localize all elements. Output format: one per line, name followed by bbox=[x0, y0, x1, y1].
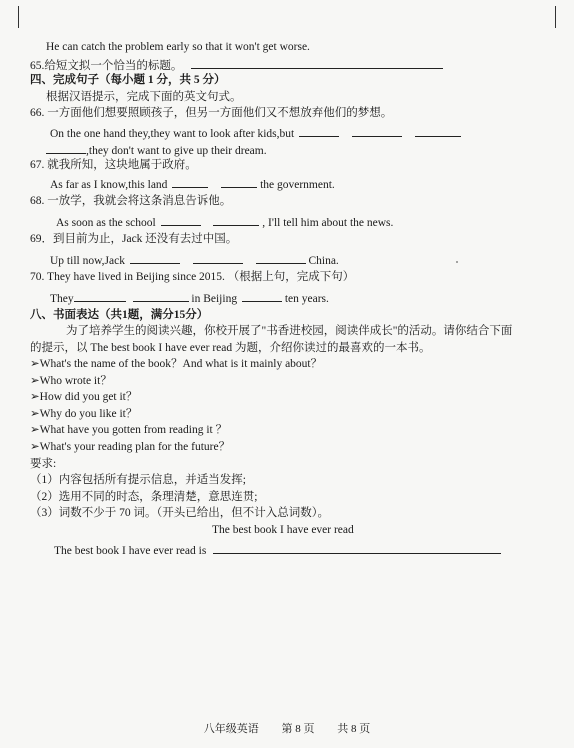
essay-title: The best book I have ever read bbox=[212, 524, 354, 536]
footer-total-pages: 共 8 页 bbox=[337, 723, 371, 735]
question-69-text-b: China. bbox=[308, 255, 339, 267]
answer-blank-66-4[interactable] bbox=[46, 142, 86, 154]
question-66-text-b: ,they don't want to give up their dream. bbox=[86, 145, 267, 157]
question-67-english bbox=[50, 176, 335, 192]
answer-blank-69-2[interactable] bbox=[193, 252, 243, 264]
section-8-heading: 八、书面表达（共1题，满分15分） bbox=[30, 309, 209, 321]
page-footer bbox=[0, 720, 574, 736]
answer-blank-67-2[interactable] bbox=[221, 176, 257, 188]
prompt-bullet-4: ➢Why do you like it？ bbox=[30, 408, 138, 420]
section-4-heading: 四、完成句子（每小题 1 分，共 5 分） bbox=[30, 74, 226, 86]
answer-blank-69-1[interactable] bbox=[130, 252, 180, 264]
essay-answer-line[interactable] bbox=[213, 542, 501, 554]
question-69-chinese: 69．到目前为止，Jack 还没有去过中国。 bbox=[30, 233, 238, 245]
requirement-1: （1）内容包括所有提示信息，并适当发挥; bbox=[30, 474, 246, 486]
answer-blank-70-2[interactable] bbox=[133, 290, 189, 302]
prompt-bullet-2: ➢Who wrote it？ bbox=[30, 375, 112, 387]
prompt-bullet-3: ➢How did you get it？ bbox=[30, 391, 138, 403]
question-68-text-b: , I'll tell him about the news. bbox=[262, 217, 394, 229]
question-70-text-a: They bbox=[50, 293, 74, 305]
question-70-text-b: in Beijing bbox=[191, 293, 238, 305]
essay-start-text: The best book I have ever read is bbox=[54, 545, 207, 557]
question-69-english bbox=[50, 252, 339, 268]
answer-blank-67-1[interactable] bbox=[172, 176, 208, 188]
question-68-text-a: As soon as the school bbox=[56, 217, 156, 229]
question-67-text-a: As far as I know,this land bbox=[50, 179, 168, 191]
requirement-3: （3）词数不少于 70 词。（开头已给出，但不计入总词数）。 bbox=[30, 507, 329, 519]
question-70: 70. They have lived in Beijing since 2015. （根据上句，完成下句） bbox=[30, 271, 355, 283]
crop-mark-right bbox=[555, 6, 566, 28]
question-66-text-a: On the one hand they,they want to look after kids,but bbox=[50, 128, 295, 140]
passage-last-line: He can catch the problem early so that it won't get worse. bbox=[46, 41, 310, 53]
answer-blank-66-3[interactable] bbox=[415, 125, 461, 137]
writing-prompt-line1: 为了培养学生的阅读兴趣，你校开展了"书香进校园，阅读伴成长"的活动。请你结合下面 bbox=[66, 325, 513, 337]
question-66-english-line2 bbox=[46, 142, 267, 158]
question-70-english bbox=[50, 290, 329, 306]
section-4-instructions: 根据汉语提示，完成下面的英文句式。 bbox=[46, 91, 242, 103]
question-68-chinese: 68. 一放学，我就会将这条消息告诉他。 bbox=[30, 195, 232, 207]
question-67-text-b: the government. bbox=[260, 179, 335, 191]
question-66-english-line1 bbox=[50, 125, 461, 141]
answer-blank-68-1[interactable] bbox=[161, 214, 201, 226]
question-66-chinese: 66. 一方面他们想要照顾孩子，但另一方面他们又不想放弃他们的梦想。 bbox=[30, 107, 393, 119]
question-67-chinese: 67. 就我所知，这块地属于政府。 bbox=[30, 159, 197, 171]
footer-subject: 八年级英语 bbox=[203, 723, 259, 735]
question-68-english bbox=[56, 214, 393, 230]
writing-prompt-line2: 的提示，以 The best book I have ever read 为题，介绍你读过的最喜欢的一本书。 bbox=[30, 342, 431, 354]
answer-blank-66-2[interactable] bbox=[352, 125, 402, 137]
prompt-bullet-6: ➢What's your reading plan for the future？ bbox=[30, 441, 231, 453]
answer-blank-69-3[interactable] bbox=[256, 252, 306, 264]
answer-blank-68-2[interactable] bbox=[213, 214, 259, 226]
question-69-text-a: Up till now,Jack bbox=[50, 255, 125, 267]
question-70-text-c: ten years. bbox=[284, 293, 329, 305]
requirement-2: （2）选用不同的时态，条理清楚，意思连贯; bbox=[30, 491, 258, 503]
prompt-bullet-5: ➢What have you gotten from reading it ？ bbox=[30, 424, 228, 436]
question-65-text: 65.给短文拟一个恰当的标题。 bbox=[30, 60, 183, 72]
requirements-heading: 要求: bbox=[30, 458, 57, 470]
answer-blank-70-3[interactable] bbox=[242, 290, 282, 302]
prompt-bullet-1: ➢What's the name of the book？And what is it mainly about？ bbox=[30, 358, 323, 370]
answer-blank-70-1[interactable] bbox=[74, 290, 126, 302]
answer-blank-66-1[interactable] bbox=[299, 125, 339, 137]
essay-start-line bbox=[54, 542, 501, 558]
footer-page-number: 第 8 页 bbox=[281, 723, 315, 735]
answer-blank-65[interactable] bbox=[191, 57, 443, 69]
scan-speck bbox=[456, 261, 458, 263]
crop-mark-left bbox=[8, 6, 19, 28]
question-65 bbox=[30, 57, 443, 73]
